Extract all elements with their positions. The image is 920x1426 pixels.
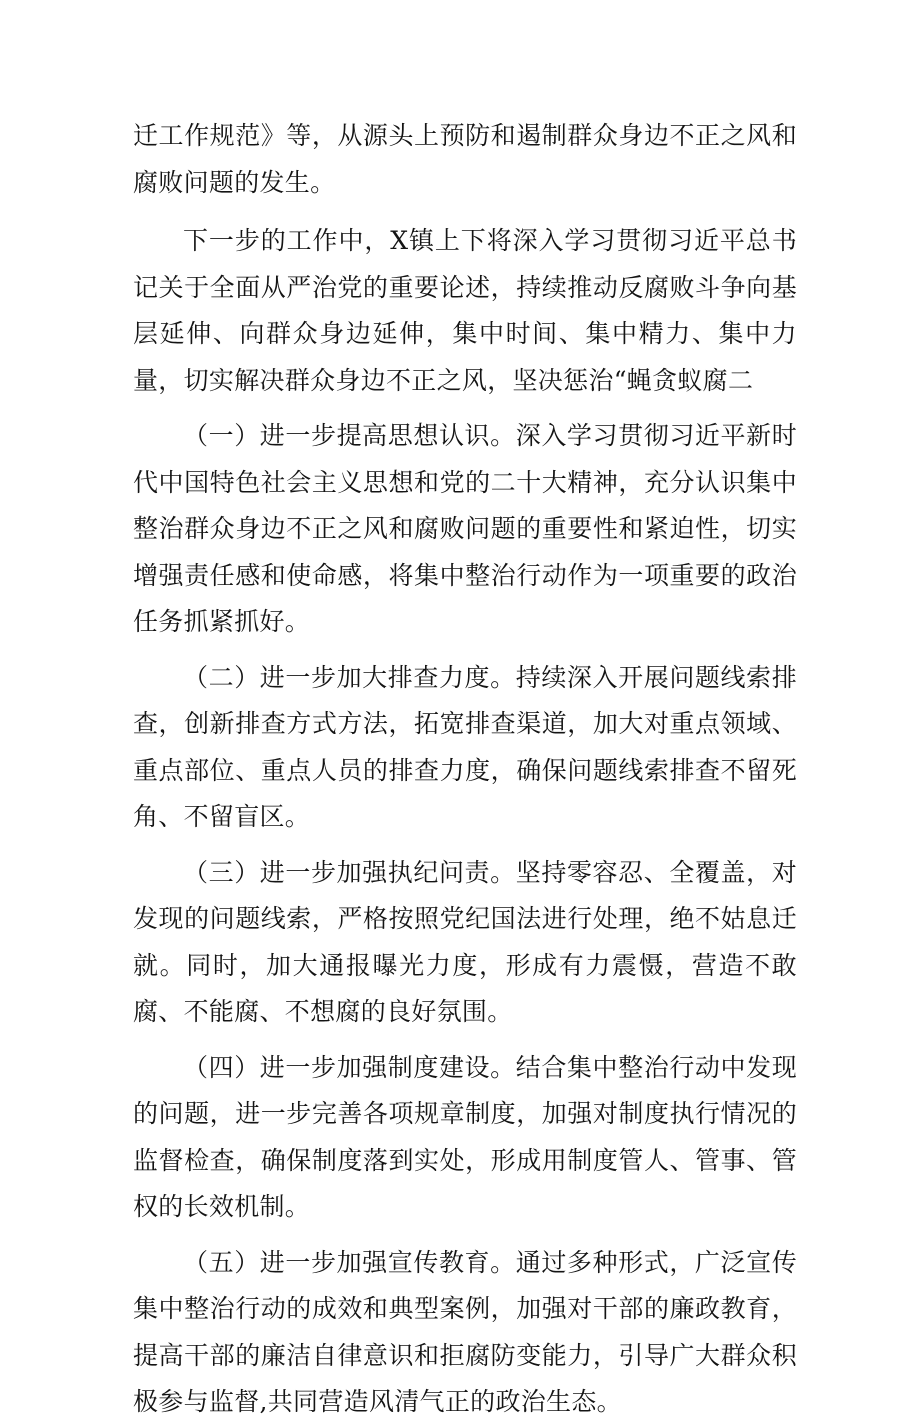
paragraph-item-5: （五）进一步加强宣传教育。通过多种形式，广泛宣传集中整治行动的成效和典型案例，加强对干部的廉政教育，提高干部的廉洁自律意识和拒腐防变能力，引导广大群众积极参与监督,共同营造风清气正的政治生态。 bbox=[133, 1247, 797, 1416]
paragraph-next-steps: 下一步的工作中，X镇上下将深入学习贯彻习近平总书记关于全面从严治党的重要论述，持续推动反腐败斗争向基层延伸、向群众身边延伸，集中时间、集中精力、集中力量，切实解决群众身边不正之风，坚决惩治“蝇贪蚁腐二 bbox=[133, 226, 797, 395]
paragraph-item-2: （二）进一步加大排查力度。持续深入开展问题线索排查，创新排查方式方法，拓宽排查渠道，加大对重点领域、重点部位、重点人员的排查力度，确保问题线索排查不留死角、不留盲区。 bbox=[133, 662, 797, 831]
document-body bbox=[133, 113, 797, 1426]
paragraph-item-4: （四）进一步加强制度建设。结合集中整治行动中发现的问题，进一步完善各项规章制度，加强对制度执行情况的监督检查，确保制度落到实处，形成用制度管人、管事、管权的长效机制。 bbox=[133, 1052, 797, 1221]
paragraph-item-1: （一）进一步提高思想认识。深入学习贯彻习近平新时代中国特色社会主义思想和党的二十大精神，充分认识集中整治群众身边不正之风和腐败问题的重要性和紧迫性，切实增强责任感和使命感，将集中整治行动作为一项重要的政治任务抓紧抓好。 bbox=[133, 421, 797, 636]
paragraph-item-3: （三）进一步加强执纪问责。坚持零容忍、全覆盖，对发现的问题线索，严格按照党纪国法进行处理，绝不姑息迁就。同时，加大通报曝光力度，形成有力震慑，营造不敢腐、不能腐、不想腐的良好氛围。 bbox=[133, 857, 797, 1026]
paragraph-continuation: 迁工作规范》等，从源头上预防和遏制群众身边不正之风和腐败问题的发生。 bbox=[133, 121, 797, 197]
